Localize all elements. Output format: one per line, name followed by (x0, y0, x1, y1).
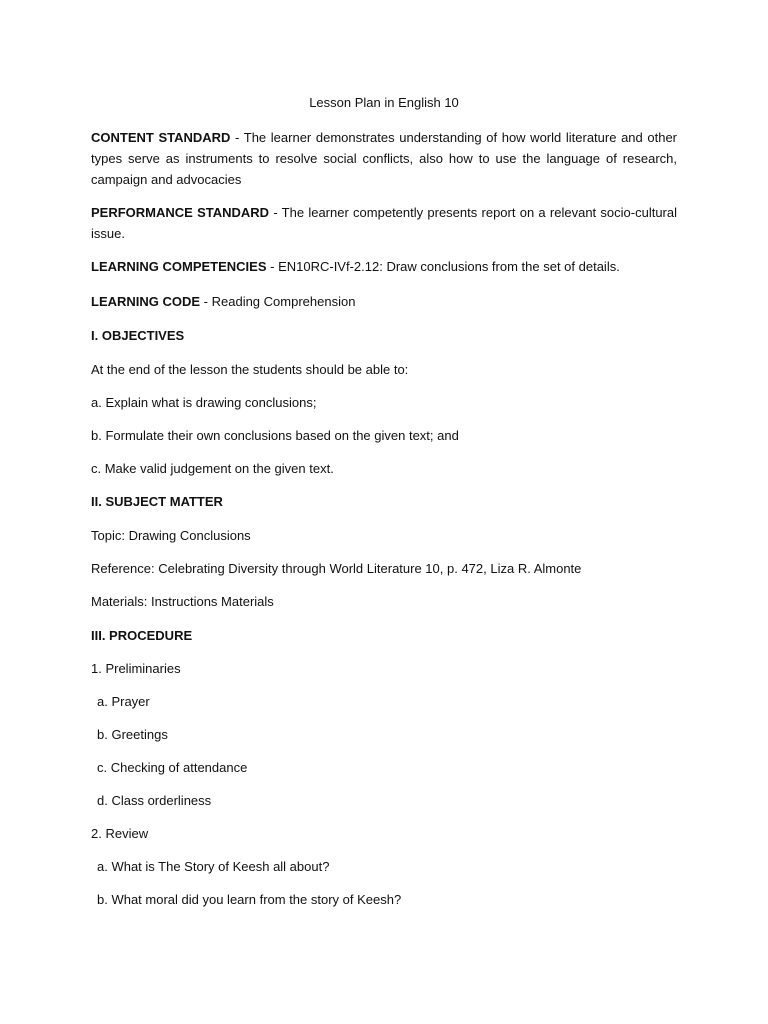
review-item: a. What is The Story of Keesh all about? (97, 859, 330, 874)
objective-item: c. Make valid judgement on the given text. (91, 461, 334, 476)
preliminaries-item: b. Greetings (97, 727, 168, 742)
learning-code-text: - Reading Comprehension (200, 294, 356, 309)
objectives-intro: At the end of the lesson the students should be able to: (91, 362, 409, 377)
subject-matter-materials: Materials: Instructions Materials (91, 594, 274, 609)
content-standard (91, 127, 677, 190)
content-standard-text: - The learner demonstrates understanding of how world literature and other types serve as instruments to resolve social conflicts, also how to use the language of research, campaign and advocacies (91, 130, 678, 187)
performance-standard-label: PERFORMANCE STANDARD (91, 205, 270, 220)
learning-competencies-label: LEARNING COMPETENCIES (91, 259, 267, 274)
preliminaries-item: c. Checking of attendance (97, 760, 248, 775)
learning-competencies-text: - EN10RC-IVf-2.12: Draw conclusions from the set of details. (266, 259, 620, 274)
review-item: b. What moral did you learn from the story of Keesh? (97, 892, 402, 907)
document-title: Lesson Plan in English 10 (309, 95, 459, 110)
preliminaries-label: 1. Preliminaries (91, 661, 181, 676)
content-standard-label: CONTENT STANDARD (91, 130, 231, 145)
subject-matter-reference: Reference: Celebrating Diversity through World Literature 10, p. 472, Liza R. Almonte (91, 561, 582, 576)
subject-matter-topic: Topic: Drawing Conclusions (91, 528, 251, 543)
preliminaries-item: a. Prayer (97, 694, 150, 709)
procedure-heading: III. PROCEDURE (91, 628, 193, 643)
objectives-heading: I. OBJECTIVES (91, 328, 185, 343)
objective-item: b. Formulate their own conclusions based on the given text; and (91, 428, 459, 443)
learning-code (91, 291, 677, 312)
objective-item: a. Explain what is drawing conclusions; (91, 395, 317, 410)
preliminaries-item: d. Class orderliness (97, 793, 212, 808)
learning-competencies (91, 256, 677, 277)
review-label: 2. Review (91, 826, 149, 841)
learning-code-label: LEARNING CODE (91, 294, 201, 309)
subject-matter-heading: II. SUBJECT MATTER (91, 494, 223, 509)
performance-standard (91, 202, 677, 244)
performance-standard-text: - The learner competently presents report on a relevant socio-cultural issue. (91, 205, 677, 241)
